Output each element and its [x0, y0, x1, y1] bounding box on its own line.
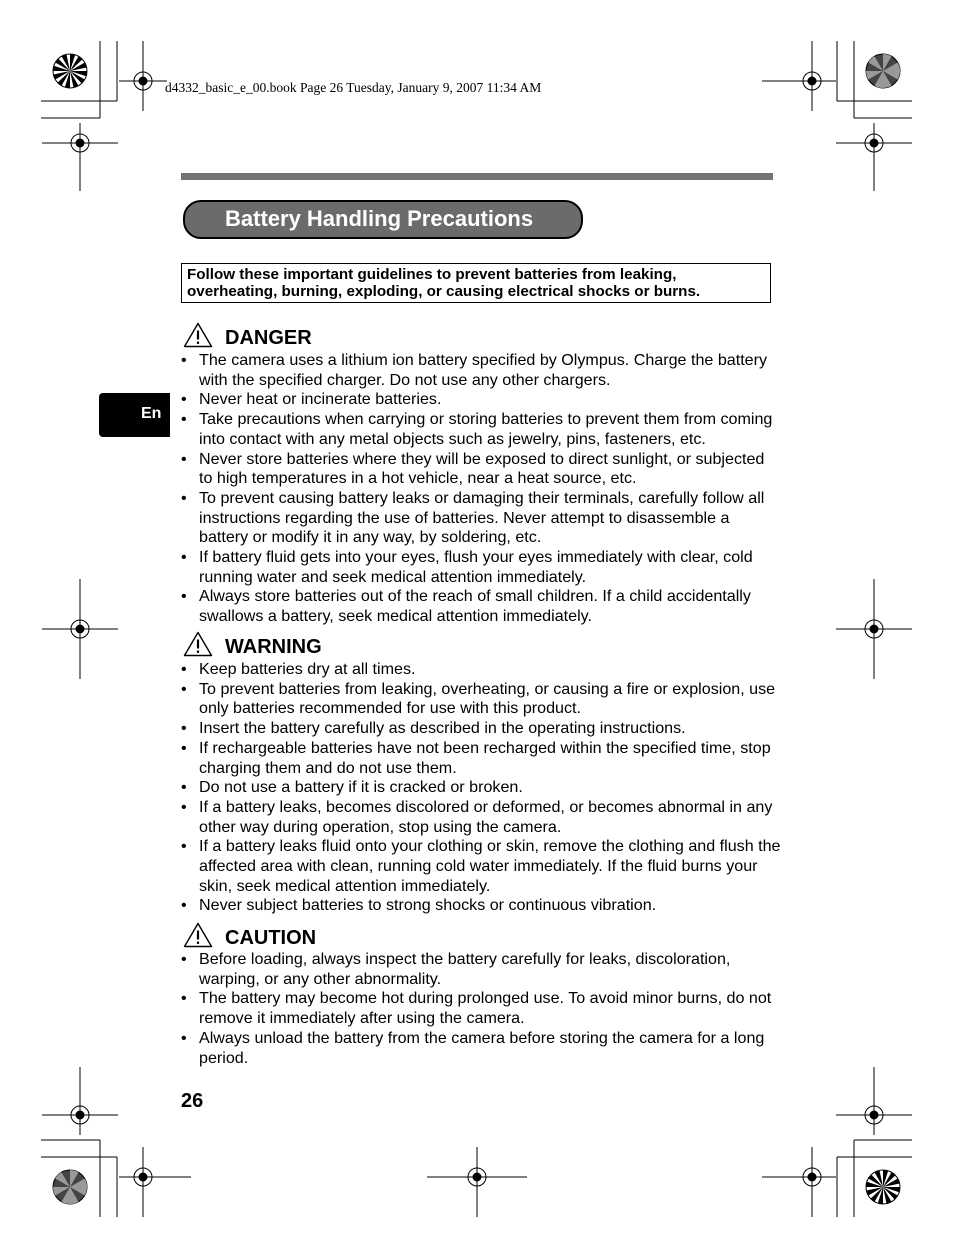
- list-item: • If a battery leaks fluid onto your clothing or skin, remove the clothing and flush the affected area with clean, running cold water immediately. If the fluid burns your skin, seek medical attention immediately.: [181, 837, 781, 896]
- warning-triangle-icon: [183, 322, 213, 348]
- list-item: • To prevent batteries from leaking, overheating, or causing a fire or explosion, use only batteries recommended for use with this product.: [181, 680, 781, 719]
- warning-list: [181, 660, 781, 916]
- top-rule: [181, 173, 773, 180]
- warning-triangle-icon: [183, 631, 213, 657]
- title-banner: [183, 200, 583, 239]
- list-item: • The battery may become hot during prolonged use. To avoid minor burns, do not remove it immediately after using the camera.: [181, 989, 781, 1028]
- language-tab-label: En: [141, 405, 162, 422]
- list-item: • Never store batteries where they will be exposed to direct sunlight, or subjected to high temperatures in a hot vehicle, near a heat source, etc.: [181, 450, 781, 489]
- warning-title: WARNING: [225, 636, 322, 658]
- list-item: • Always store batteries out of the reach of small children. If a child accidentally swallows a battery, seek medical attention immediately.: [181, 587, 781, 626]
- list-item: • Never heat or incinerate batteries.: [181, 390, 781, 410]
- list-item: • The camera uses a lithium ion battery specified by Olympus. Charge the battery with the specified charger. Do not use any other chargers.: [181, 351, 781, 390]
- intro-notice: Follow these important guidelines to prevent batteries from leaking, overheating, burning, exploding, or causing electrical shocks or burns.: [181, 263, 771, 303]
- list-item: • Always unload the battery from the camera before storing the camera for a long period.: [181, 1029, 781, 1068]
- language-tab: [99, 393, 170, 437]
- list-item: • Keep batteries dry at all times.: [181, 660, 781, 680]
- list-item: • Before loading, always inspect the battery carefully for leaks, discoloration, warping, or any other abnormality.: [181, 950, 781, 989]
- list-item: • To prevent causing battery leaks or damaging their terminals, carefully follow all instructions regarding the use of batteries. Never attempt to disassemble a battery or modify it in any way, by soldering, etc.: [181, 489, 781, 548]
- print-header: d4332_basic_e_00.book Page 26 Tuesday, January 9, 2007 11:34 AM: [165, 80, 542, 95]
- danger-title: DANGER: [225, 327, 312, 349]
- caution-list: [181, 950, 781, 1068]
- warning-triangle-icon: [183, 922, 213, 948]
- page-number: 26: [181, 1090, 204, 1112]
- list-item: • Take precautions when carrying or storing batteries to prevent them from coming into contact with any metal objects such as jewelry, pins, fasteners, etc.: [181, 410, 781, 449]
- list-item: • Insert the battery carefully as described in the operating instructions.: [181, 719, 781, 739]
- page-title: Battery Handling Precautions: [225, 206, 534, 231]
- danger-list: [181, 351, 781, 627]
- list-item: • If rechargeable batteries have not been recharged within the specified time, stop charging them and do not use them.: [181, 739, 781, 778]
- caution-title: CAUTION: [225, 927, 317, 949]
- list-item: • Never subject batteries to strong shocks or continuous vibration.: [181, 896, 781, 916]
- list-item: • If battery fluid gets into your eyes, flush your eyes immediately with clear, cold running water and seek medical attention immediately.: [181, 548, 781, 587]
- list-item: • If a battery leaks, becomes discolored or deformed, or becomes abnormal in any other way during operation, stop using the camera.: [181, 798, 781, 837]
- list-item: • Do not use a battery if it is cracked or broken.: [181, 778, 781, 798]
